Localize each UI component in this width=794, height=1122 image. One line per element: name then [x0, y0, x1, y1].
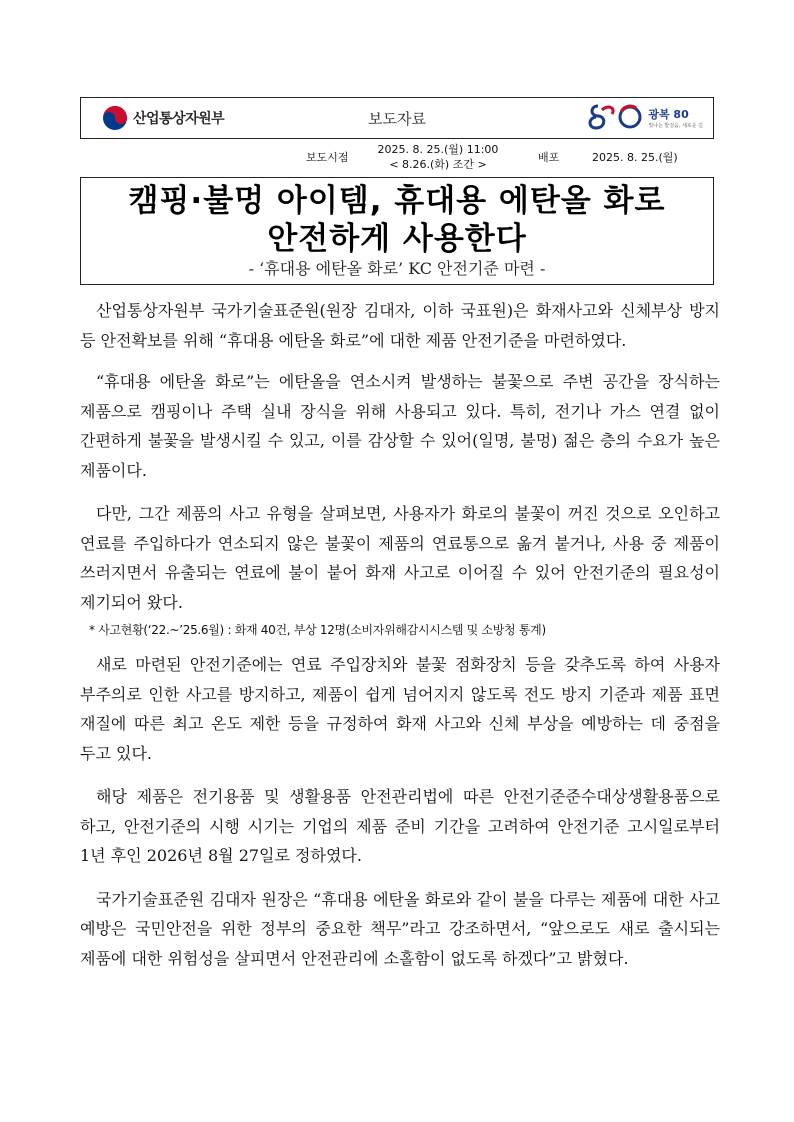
subtitle: - ‘휴대용 에탄올 화로’ KC 안전기준 마련 -	[248, 259, 546, 278]
press-release-header	[80, 97, 714, 139]
paragraph-3: 다만, 그간 제품의 사고 유형을 살펴보면, 사용자가 화로의 불꽃이 꺼진 것으로 오인하고 연료를 주입하다가 연소되지 않은 불꽃이 제품의 연료통으로 옮겨 붙거나, 사용 중 제품이 쓰러지면서 유출되는 연료에 불이 붙어 화재 사고로 이어질 수 있어 안전기준의 필요성이 제기되어 왔다.	[80, 504, 720, 612]
anniversary-80-icon	[586, 102, 644, 132]
paragraph-6: 국가기술표준원 김대자 원장은 “휴대용 에탄올 화로와 같이 불을 다루는 제품에 대한 사고 예방은 국민안전을 위한 정부의 중요한 책무”라고 강조하면서, “앞으로도 새로 출시되는 제품에 대한 위험성을 살피면서 안전관리에 소홀함이 없도록 하겠다”고 밝혔다.	[80, 889, 720, 968]
release-time-value	[372, 142, 504, 172]
release-time-line2: < 8.26.(화) 조간 >	[389, 158, 487, 171]
headline-line-2: 안전하게 사용한다	[267, 221, 527, 257]
distribution-label: 배포	[538, 151, 560, 164]
accident-stats-note: * 사고현황(‘22.~’25.6월) : 화재 40건, 부상 12명(소비자위해감시시스템 및 소방청 통계)	[89, 623, 546, 637]
anniversary-logo	[586, 102, 703, 132]
anniversary-title: 광복 80	[648, 107, 689, 121]
headline-line-1: 캠핑·불멍 아이템, 휴대용 에탄올 화로	[128, 183, 666, 219]
paragraph-2: “휴대용 에탄올 화로”는 에탄올을 연소시켜 발생하는 불꽃으로 주변 공간을 장식하는 제품으로 캠핑이나 주택 실내 장식을 위해 사용되고 있다. 특히, 전기나 가스 연결 없이 간편하게 불꽃을 발생시킬 수 있고, 이를 감상할 수 있어(일명, 불멍) 젊은 층의 수요가 높은 제품이다.	[80, 372, 720, 480]
ministry-name: 산업통상자원부	[133, 111, 225, 127]
release-time-line1: 2025. 8. 25.(월) 11:00	[377, 143, 499, 156]
press-release-label: 보도자료	[368, 110, 426, 128]
anniversary-slogan: 빛나는 발걸음, 새로운 길	[648, 122, 703, 129]
distribution-date: 2025. 8. 25.(월)	[592, 151, 678, 164]
title-box	[80, 177, 714, 285]
paragraph-5: 해당 제품은 전기용품 및 생활용품 안전관리법에 따른 안전기준준수대상생활용품으로 하고, 안전기준의 시행 시기는 기업의 제품 준비 기간을 고려하여 안전기준 고시일로부터 1년 후인 2026년 8월 27일로 정하였다.	[80, 787, 720, 865]
release-time-label: 보도시점	[306, 151, 349, 164]
article-body	[80, 296, 720, 987]
paragraph-1: 산업통상자원부 국가기술표준원(원장 김대자, 이하 국표원)은 화재사고와 신체부상 방지 등 안전확보를 위해 “휴대용 에탄올 화로”에 대한 제품 안전기준을 마련하였다.	[80, 301, 720, 350]
release-info	[0, 141, 794, 175]
paragraph-4: 새로 마련된 안전기준에는 연료 주입장치와 불꽃 점화장치 등을 갖추도록 하여 사용자 부주의로 인한 사고를 방지하고, 제품이 쉽게 넘어지지 않도록 전도 방지 기준과 제품 표면 재질에 따른 최고 온도 제한 등을 규정하여 화재 사고와 신체 부상을 예방하는 데 중점을 두고 있다.	[80, 655, 720, 763]
